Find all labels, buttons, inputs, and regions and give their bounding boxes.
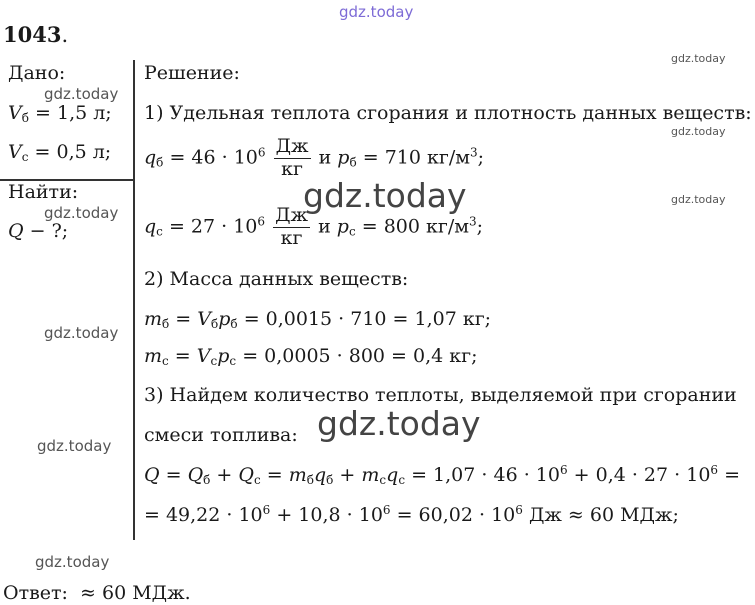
- watermark: gdz.today: [671, 125, 726, 138]
- step2-heading: 2) Масса данных веществ:: [144, 268, 409, 290]
- unit-fraction: $\frac{Дж}{кг}$: [275, 204, 309, 249]
- given-v-c: $V_с = 0,5$ л;: [8, 141, 112, 164]
- find-q: Q − ?;: [8, 220, 69, 242]
- formula-mc: $m_с = V_сp_с = 0,0005 \cdot 800 = 0,4$ кг;: [144, 345, 478, 368]
- watermark: gdz.today: [671, 52, 726, 65]
- watermark: gdz.today: [44, 204, 119, 222]
- divider-vertical: [133, 60, 135, 540]
- watermark: gdz.today: [44, 85, 119, 103]
- formula-q-line1: $Q = Q_б + Q_с = m_бq_б + m_сq_с = 1,07 \cdot 46 \cdot 10^6 + 0,4 \cdot 27 \cdot 10^6$ =: [144, 463, 741, 487]
- watermark-large: gdz.today: [317, 404, 481, 443]
- formula-qc: $q_с = 27 \cdot 10^6$ $\frac{Дж}{кг}$ и $p_с = 800$ $кг/м^3$;: [144, 204, 484, 249]
- step1-heading: 1) Удельная теплота сгорания и плотность данных веществ:: [144, 102, 752, 124]
- step3-heading-cont: смеси топлива:: [144, 424, 298, 446]
- unit-fraction: $\frac{Дж}{кг}$: [275, 135, 309, 180]
- answer-line: Ответ: ≈ 60 МДж.: [3, 582, 191, 604]
- watermark: gdz.today: [35, 553, 110, 571]
- problem-number: 1043.: [3, 22, 69, 47]
- solution-title: Решение:: [144, 62, 240, 84]
- given-title: Дано:: [8, 62, 66, 84]
- watermark-large: gdz.today: [303, 176, 467, 215]
- step3-heading: 3) Найдем количество теплоты, выделяемой при сгорании: [144, 384, 737, 406]
- formula-mb: $m_б = V_бp_б = 0,0015 \cdot 710 = 1,07$ кг;: [144, 308, 492, 331]
- given-v-b: $V_б = 1,5$ л;: [8, 102, 112, 125]
- find-title: Найти:: [8, 181, 79, 203]
- watermark: gdz.today: [671, 193, 726, 206]
- watermark: gdz.today: [44, 324, 119, 342]
- watermark: gdz.today: [37, 437, 112, 455]
- formula-q-line2: = $49,22 \cdot 10^6 + 10,8 \cdot 10^6 = 60,02 \cdot 10^6$ Дж ≈ 60 МДж;: [144, 503, 679, 526]
- formula-qb: $q_б = 46 \cdot 10^6$ $\frac{Дж}{кг}$ и $p_б = 710$ $кг/м^3$;: [144, 135, 485, 180]
- watermark-top: gdz.today: [339, 3, 414, 21]
